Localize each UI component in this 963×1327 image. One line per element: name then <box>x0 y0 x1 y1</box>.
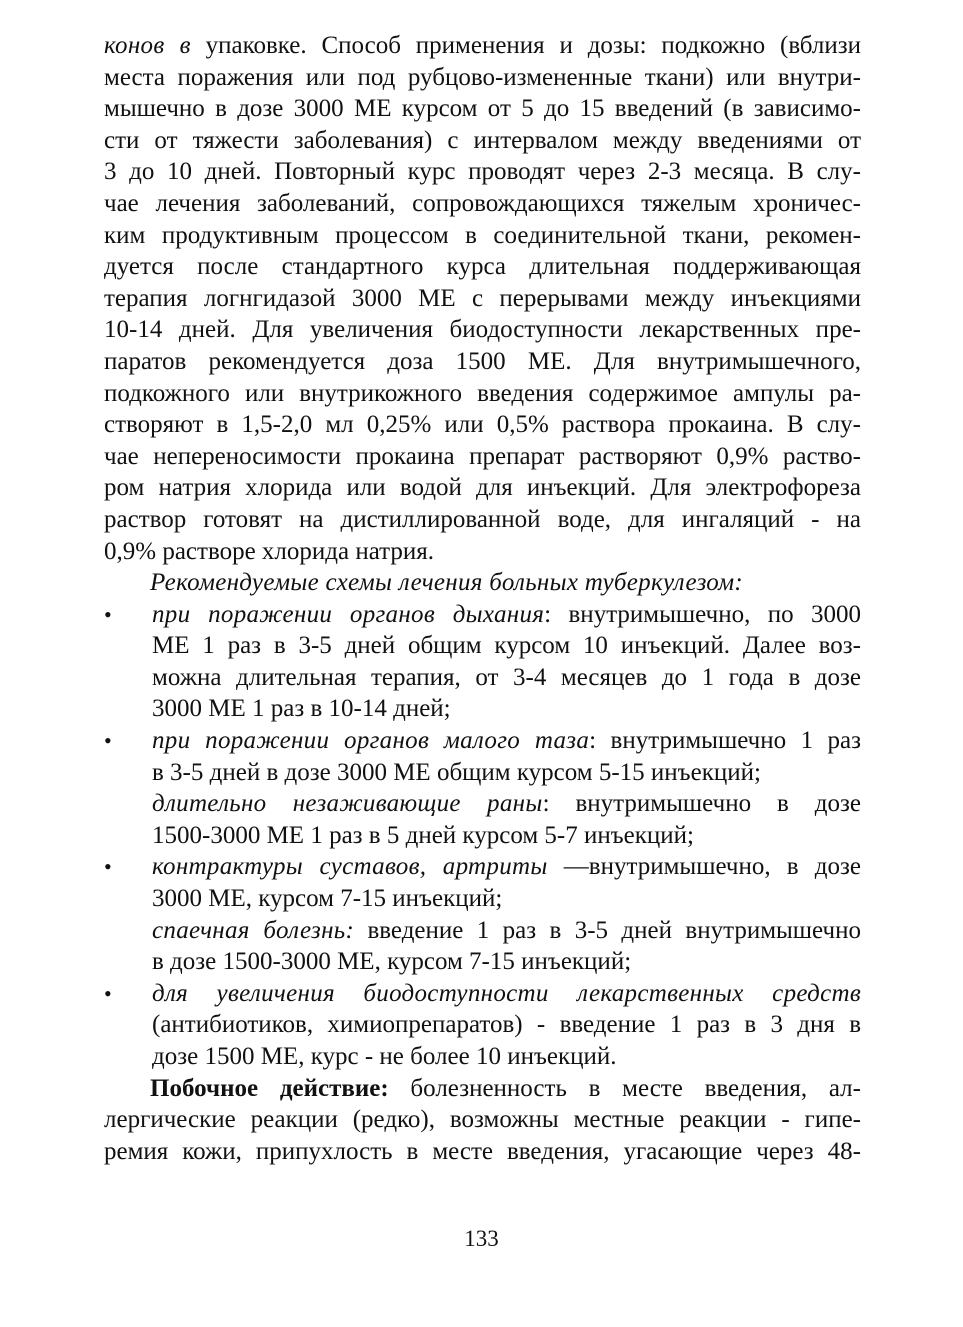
text-fragment: болезненность в месте введения, ал- <box>388 1074 861 1102</box>
text-line <box>152 978 861 1010</box>
text-line <box>152 788 861 820</box>
list-item <box>104 725 861 851</box>
text-line: мышечно в дозе 3000 МЕ курсом от 5 до 15 введений (в зависимо- <box>104 95 861 123</box>
italic-fragment: контрактуры суставов, артриты <box>152 853 548 881</box>
text-line <box>152 851 861 883</box>
text-line: в 3-5 дней в дозе 3000 МЕ общим курсом 5-15 инъекций; <box>152 758 761 786</box>
text-line: паратов рекомендуется доза 1500 МЕ. Для внутримышечного, <box>104 347 861 375</box>
bullet-icon: • <box>104 728 112 754</box>
text-line: подкожного или внутрикожного введения содержимое ампулы ра- <box>104 379 861 407</box>
text-line: (антибиотиков, химиопрепаратов) - введение 1 раз в 3 дня в <box>152 1011 861 1039</box>
list-item <box>104 978 861 1073</box>
italic-fragment: длительно незаживающие раны <box>152 790 543 818</box>
schemes-heading <box>104 567 861 599</box>
text-line <box>152 915 861 947</box>
bullet-icon: • <box>104 980 112 1006</box>
italic-fragment: при поражении органов малого таза <box>152 727 590 755</box>
text-line: 0,9% растворе хлорида натрия. <box>104 537 435 565</box>
text-fragment: —внутримышечно, в дозе <box>547 853 861 881</box>
text-line: 10-14 дней. Для увеличения биодоступности лекарственных пре- <box>104 316 861 344</box>
text-line <box>104 30 861 62</box>
text-line: 3000 МЕ, курсом 7-15 инъекций; <box>152 885 503 913</box>
bullet-icon: • <box>104 854 112 880</box>
text-line: 3 до 10 дней. Повторный курс проводят через 2-3 месяца. В слу- <box>104 158 861 186</box>
page-number: 133 <box>464 1226 499 1251</box>
text-line: места поражения или под рубцово-измененные ткани) или внутри- <box>104 63 861 91</box>
text-line: чае непереносимости прокаина препарат растворяют 0,9% раство- <box>104 442 861 470</box>
paragraph-dosage <box>104 30 861 567</box>
italic-fragment: спаечная болезнь: <box>152 916 355 944</box>
italic-fragment: конов в <box>104 32 191 59</box>
bullet-icon: • <box>104 601 112 627</box>
text-line: можна длительная терапия, от 3-4 месяцев до 1 года в дозе <box>152 663 861 691</box>
text-fragment: : внутримышечно в дозе <box>542 790 861 818</box>
italic-fragment: при поражении органов дыхания <box>152 600 545 628</box>
text-line: терапия логнгидазой 3000 МЕ с перерывами между инъекциями <box>104 284 861 312</box>
text-line: раствор готовят на дистиллированной воде, для ингаляций - на <box>104 505 861 533</box>
text-fragment: : внутримышечно, по 3000 <box>544 600 861 628</box>
text-line: ром натрия хлорида или водой для инъекций. Для электрофореза <box>104 474 861 502</box>
text-line: лергические реакции (редко), возможны местные реакции - гипе- <box>104 1106 861 1134</box>
paragraph-side-effects <box>104 1073 861 1168</box>
list-item <box>104 851 861 977</box>
list-item <box>104 599 861 725</box>
text-line: створяют в 1,5-2,0 мл 0,25% или 0,5% раствора прокаина. В слу- <box>104 411 861 439</box>
text-line <box>152 599 861 631</box>
text-line: ремия кожи, припухлость в месте введения, угасающие через 48- <box>104 1137 861 1165</box>
text-fragment: упаковке. Способ применения и дозы: подкожно (вблизи <box>190 32 861 59</box>
text-line: 1500-3000 МЕ 1 раз в 5 дней курсом 5-7 инъекций; <box>152 821 694 849</box>
text-line <box>104 1073 861 1105</box>
text-line: сти от тяжести заболевания) с интервалом между введениями от <box>104 126 861 154</box>
text-line: дозе 1500 МЕ, курс - не более 10 инъекций. <box>152 1043 617 1070</box>
side-effects-label: Побочное действие: <box>150 1074 389 1102</box>
text-line <box>152 725 861 757</box>
text-line: в дозе 1500-3000 МЕ, курсом 7-15 инъекций; <box>152 948 632 976</box>
text-line: дуется после стандартного курса длительная поддерживающая <box>104 253 861 281</box>
text-line: 3000 МЕ 1 раз в 10-14 дней; <box>152 695 451 723</box>
text-fragment: : внутримышечно 1 раз <box>589 727 861 755</box>
text-line: ким продуктивным процессом в соединительной ткани, рекомен- <box>104 221 861 249</box>
schemes-heading-text: Рекомендуемые схемы лечения больных туберкулезом: <box>150 569 744 597</box>
treatment-schemes-list <box>104 599 861 1073</box>
text-line: чае лечения заболеваний, сопровождающихся тяжелым хроничес- <box>104 189 861 217</box>
text-fragment: введение 1 раз в 3-5 дней внутримышечно <box>354 916 861 944</box>
document-page <box>104 30 861 1167</box>
text-line: МЕ 1 раз в 3-5 дней общим курсом 10 инъекций. Далее воз- <box>152 632 861 660</box>
italic-fragment: для увеличения биодоступности лекарственных средств <box>152 979 861 1007</box>
